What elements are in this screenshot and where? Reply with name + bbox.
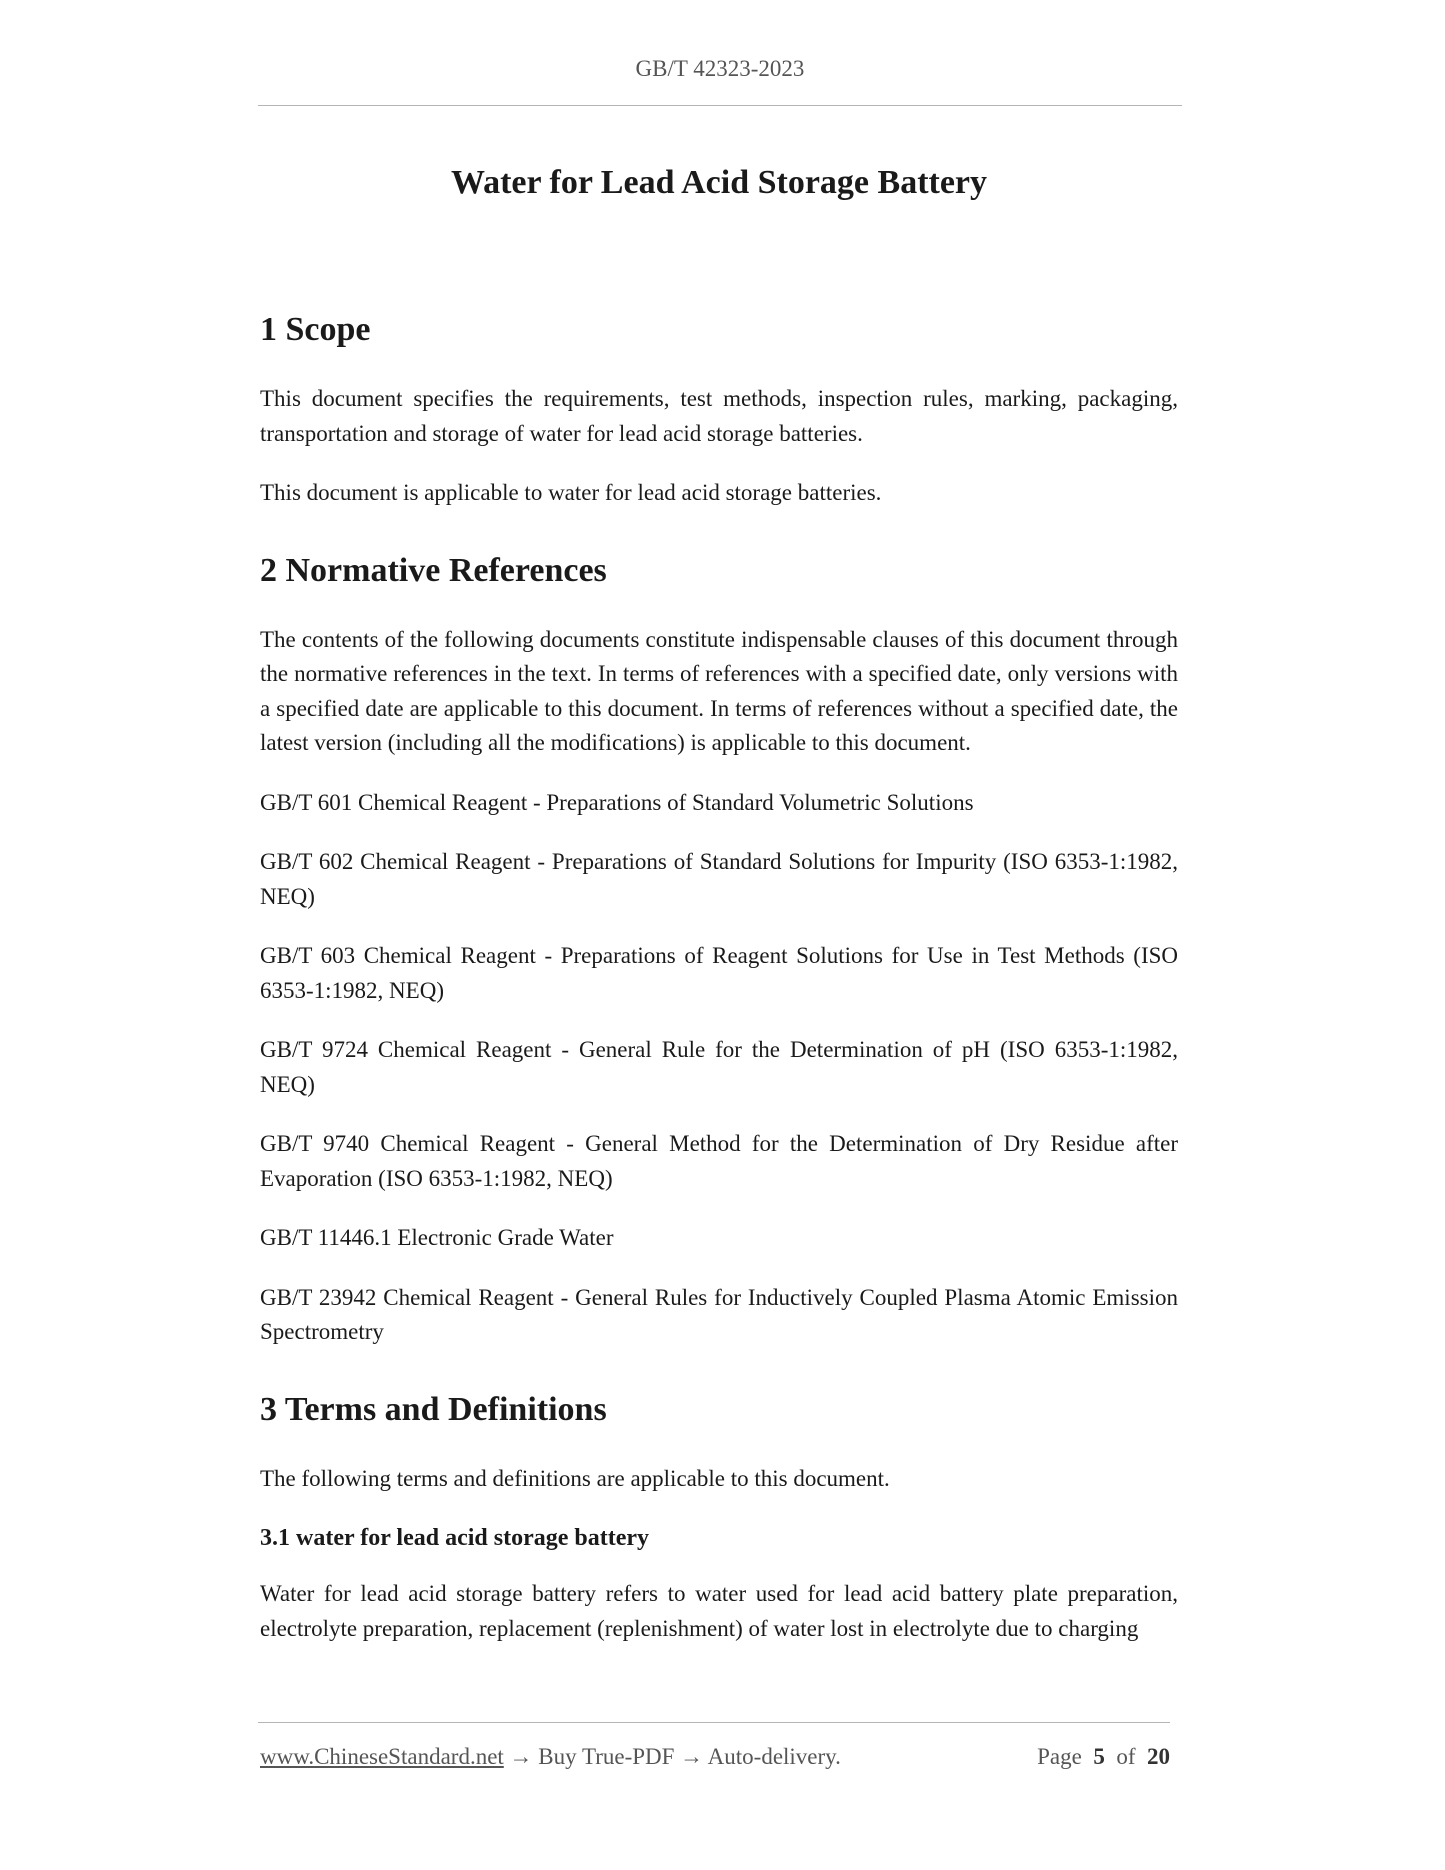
reference-item: GB/T 9740 Chemical Reagent - General Method for the Determination of Dry Residue after Evaporation (ISO 6353-1:1982, NEQ)	[260, 1131, 1178, 1191]
scope-paragraph: This document is applicable to water for lead acid storage batteries.	[260, 480, 882, 505]
reference-item: GB/T 602 Chemical Reagent - Preparations of Standard Solutions for Impurity (ISO 6353-1:1982, NEQ)	[260, 849, 1178, 909]
footer-divider	[258, 1722, 1170, 1723]
reference-item: GB/T 601 Chemical Reagent - Preparations of Standard Volumetric Solutions	[260, 789, 974, 815]
page-of-label: of	[1116, 1744, 1136, 1769]
standard-code: GB/T 42323-2023	[635, 56, 805, 81]
document-body	[260, 158, 1178, 1671]
page-total: 20	[1147, 1744, 1170, 1769]
section-heading-normative-references: 2 Normative References	[260, 551, 607, 589]
reference-item: GB/T 11446.1 Electronic Grade Water	[260, 1225, 614, 1250]
page-label: Page	[1037, 1744, 1082, 1769]
reference-item: GB/T 9724 Chemical Reagent - General Rule for the Determination of pH (ISO 6353-1:1982, NEQ)	[260, 1037, 1178, 1097]
site-link[interactable]: www.ChineseStandard.net	[260, 1744, 504, 1769]
terms-intro-paragraph: The following terms and definitions are applicable to this document.	[260, 1465, 890, 1491]
page-indicator	[1037, 1742, 1170, 1772]
normative-intro-paragraph: The contents of the following documents constitute indispensable clauses of this document through the normative references in the text. In terms of references with a specified date, only versions with a specified date are applicable to this document. In terms of references without a specified date, the latest version (including all the modifications) is applicable to this document.	[260, 626, 1178, 755]
page-current: 5	[1093, 1744, 1105, 1769]
footer-tagline: → Buy True-PDF → Auto-delivery.	[503, 1744, 841, 1769]
term-heading: 3.1 water for lead acid storage battery	[260, 1525, 650, 1551]
document-title: Water for Lead Acid Storage Battery	[450, 164, 988, 201]
section-heading-terms: 3 Terms and Definitions	[260, 1390, 607, 1428]
reference-item: GB/T 603 Chemical Reagent - Preparations of Reagent Solutions for Use in Test Methods (ISO 6353-1:1982, NEQ)	[260, 943, 1178, 1003]
footer-promo	[260, 1742, 841, 1772]
section-heading-scope: 1 Scope	[260, 311, 371, 348]
header-divider	[258, 105, 1182, 106]
page-header	[258, 56, 1182, 82]
page-footer	[260, 1742, 1170, 1772]
reference-item: GB/T 23942 Chemical Reagent - General Rules for Inductively Coupled Plasma Atomic Emission Spectrometry	[260, 1284, 1178, 1344]
term-definition: Water for lead acid storage battery refers to water used for lead acid battery plate preparation, electrolyte preparation, replacement (replenishment) of water lost in electrolyte due to charging	[260, 1581, 1178, 1641]
scope-paragraph: This document specifies the requirements, test methods, inspection rules, marking, packaging, transportation and storage of water for lead acid storage batteries.	[260, 386, 1178, 446]
